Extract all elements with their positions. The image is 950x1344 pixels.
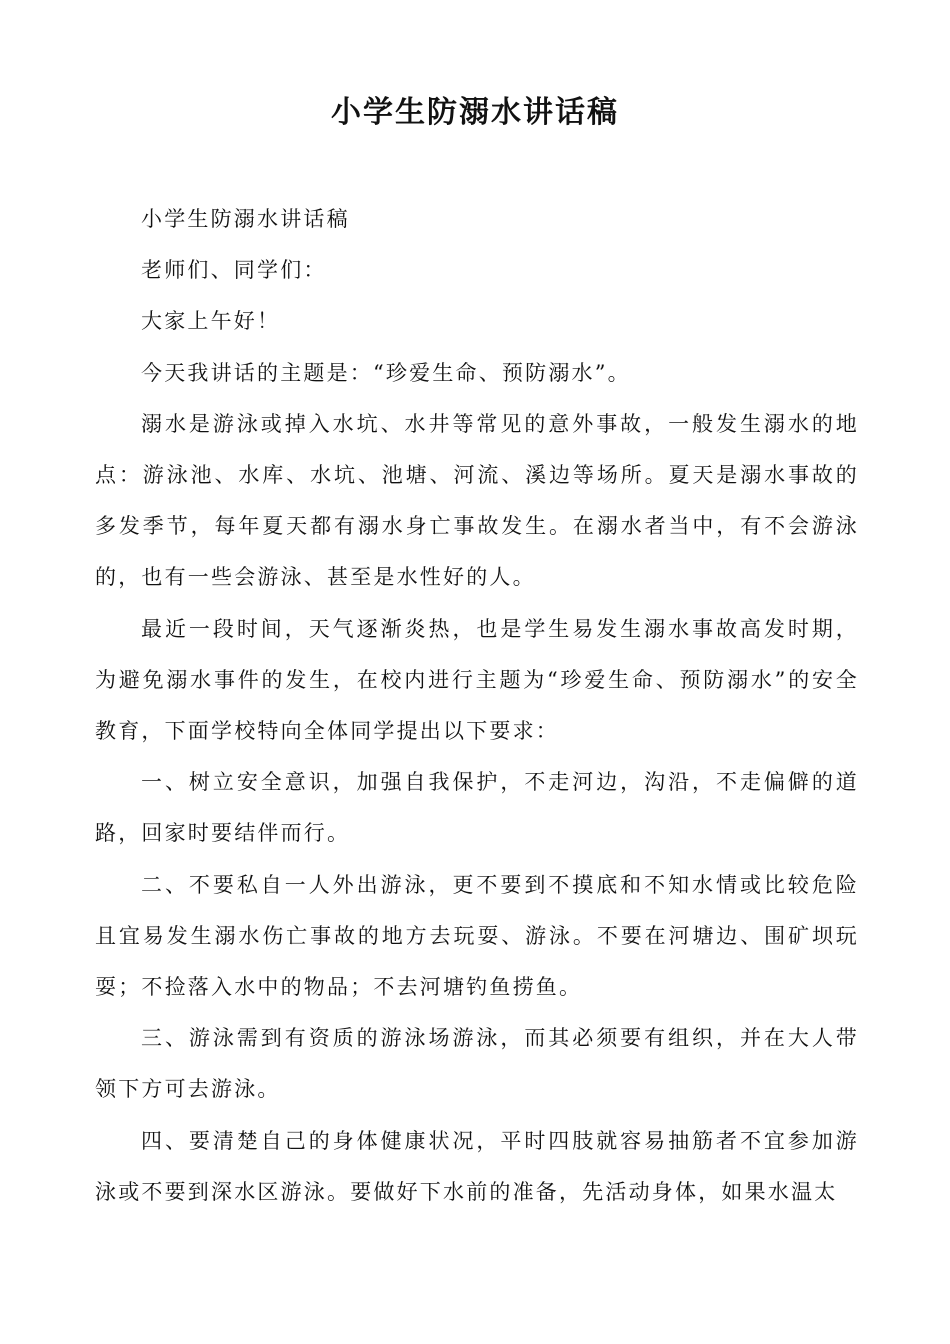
paragraph-subtitle: 小学生防溺水讲话稿: [141, 207, 350, 231]
paragraph-requirement-1: 一、树立安全意识，加强自我保护，不走河边，沟沿，不走偏僻的道路，回家时要结伴而行。: [95, 770, 859, 846]
paragraph-recent-period: 最近一段时间，天气逐渐炎热，也是学生易发生溺水事故高发时期，为避免溺水事件的发生，在校内进行主题为“珍爱生命、预防溺水”的安全教育，下面学校特向全体同学提出以下要求：: [95, 616, 859, 744]
document-body: [95, 194, 859, 1218]
paragraph-requirement-2: 二、不要私自一人外出游泳，更不要到不摸底和不知水情或比较危险且宜易发生溺水伤亡事故的地方去玩耍、游泳。不要在河塘边、围矿坝玩耍；不捡落入水中的物品；不去河塘钓鱼捞鱼。: [95, 872, 859, 1000]
paragraph-topic: 今天我讲话的主题是：“珍爱生命、预防溺水”。: [141, 360, 631, 385]
paragraph-drowning-intro: 溺水是游泳或掉入水坑、水井等常见的意外事故，一般发生溺水的地点：游泳池、水库、水坑、池塘、河流、溪边等场所。夏天是溺水事故的多发季节，每年夏天都有溺水身亡事故发生。在溺水者当中，有不会游泳的，也有一些会游泳、甚至是水性好的人。: [95, 411, 859, 590]
paragraph-requirement-3: 三、游泳需到有资质的游泳场游泳，而其必须要有组织，并在大人带领下方可去游泳。: [95, 1026, 859, 1102]
paragraph-salutation: 老师们、同学们：: [141, 258, 327, 283]
paragraph-greeting: 大家上午好！: [141, 309, 281, 334]
paragraph-requirement-4: 四、要清楚自己的身体健康状况，平时四肢就容易抽筋者不宜参加游泳或不要到深水区游泳。要做好下水前的准备，先活动身体，如果水温太: [95, 1128, 859, 1204]
document-title: 小学生防溺水讲话稿: [331, 95, 619, 130]
